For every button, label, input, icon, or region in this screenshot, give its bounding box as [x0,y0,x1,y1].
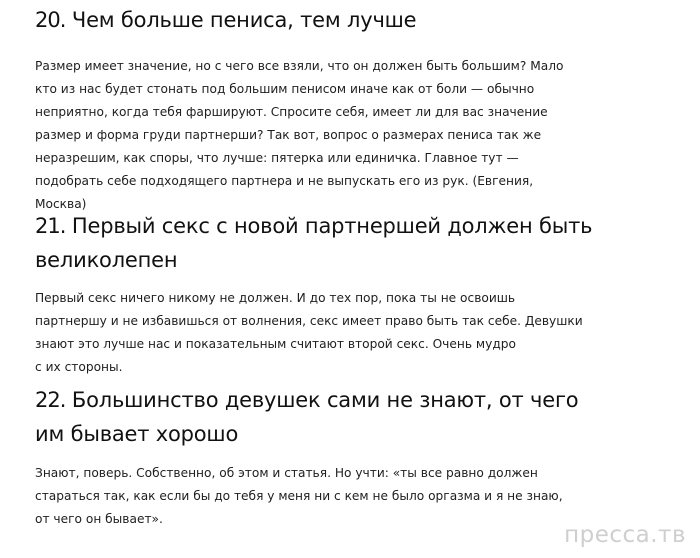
section-heading [35,383,655,451]
section-number: 22. [35,388,66,412]
section-text: Размер имеет значение, но с чего все взяли, что он должен быть большим? Мало кто из нас будет стонать под большим пенисом иначе как от боли — обычно неприятно, когда тебя фаршируют. Спросите себя, имеет ли для вас значение размер и форма груди партнерши? Так вот, вопрос о размерах пениса так же неразрешим, как споры, что лучше: пятерка или единичка. Главное тут — подобрать себе подходящего партнера и не выпускать его из рук. (Евгения, Москва) [35,59,564,211]
section-text: Первый секс ничего никому не должен. И до тех пор, пока ты не освоишь партнершу и не избавишься от волнения, секс имеет право быть так себе. Девушки знают это лучше нас и показательным считают второй секс. Очень мудро с их стороны. [35,291,583,374]
site-watermark: пресса.тв [564,522,686,548]
section-number: 20. [35,8,66,32]
section-heading [35,209,655,277]
section-text: Знают, поверь. Собственно, об этом и статья. Но учти: «ты все равно должен стараться так, как если бы до тебя у меня ни с кем не было оргазма и я не знаю, от чего он бывает». [35,466,563,526]
section-heading [35,3,675,37]
section-title: Первый секс с новой партнершей должен быть великолепен [35,214,593,272]
section-title: Чем больше пениса, тем лучше [71,8,417,32]
section-title: Большинство девушек сами не знают, от чего им бывает хорошо [35,388,579,446]
section-number: 21. [35,214,66,238]
